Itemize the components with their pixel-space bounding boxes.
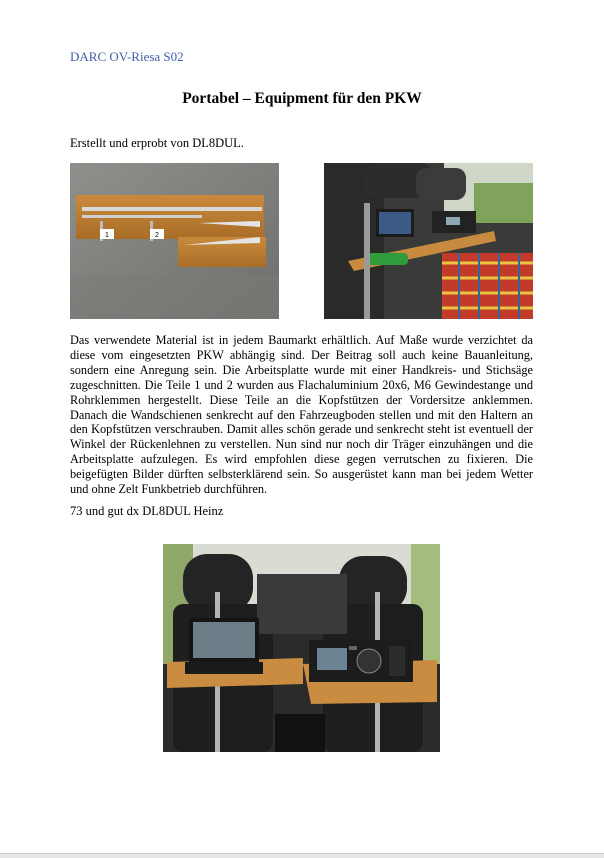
photo-car-rear-view (163, 544, 440, 752)
part-label-1: 1 (105, 232, 109, 239)
document-title: Portabel – Equipment für den PKW (182, 90, 422, 107)
page-bottom-edge (0, 853, 604, 858)
intro-line: Erstellt und erprobt von DL8DUL. (70, 136, 244, 150)
document-header: DARC OV-Riesa S02 (70, 49, 184, 64)
photo-car-side-view (324, 163, 533, 319)
body-paragraph: Das verwendete Material ist in jedem Baumarkt erhältlich. Auf Maße wurde verzichtet da diese vom eingesetzten PKW abhängig sind. Der Beitrag soll auch keine Bauanleitung, sondern eine Anregung sein. Die Arbeitsplatte wurde mit einer Handkreis- und Stichsäge zugeschnitten. Die Teile 1 und 2 wurden aus Flachaluminium 20x6, M6 Gewindestange und Rohrklemmen hergestellt. Diese Teile an die Kopfstützen der Vordersitze anklemmen. Danach die Wandschienen senkrecht auf den Fahrzeugboden stellen und mit den Haltern an den Kopfstützen verschrauben. Damit alles schön gerade und senkrecht steht ist eventuell der Winkel der Rückenlehnen zu verstellen. Nun sind nur noch dir Träger einzuhängen und die Arbeitsplatte aufzulegen. Es wird empfohlen diese gegen verrutschen zu fixieren. Die beigefügten Bilder dürften selbsterklärend sein. So ausgerüstet kann man bei jedem Wetter und ohne Zelt Funkbetrieb durchführen. (70, 333, 533, 497)
photo-parts-on-floor (70, 163, 279, 319)
part-label-2: 2 (155, 232, 159, 239)
signoff-line: 73 und gut dx DL8DUL Heinz (70, 504, 224, 518)
